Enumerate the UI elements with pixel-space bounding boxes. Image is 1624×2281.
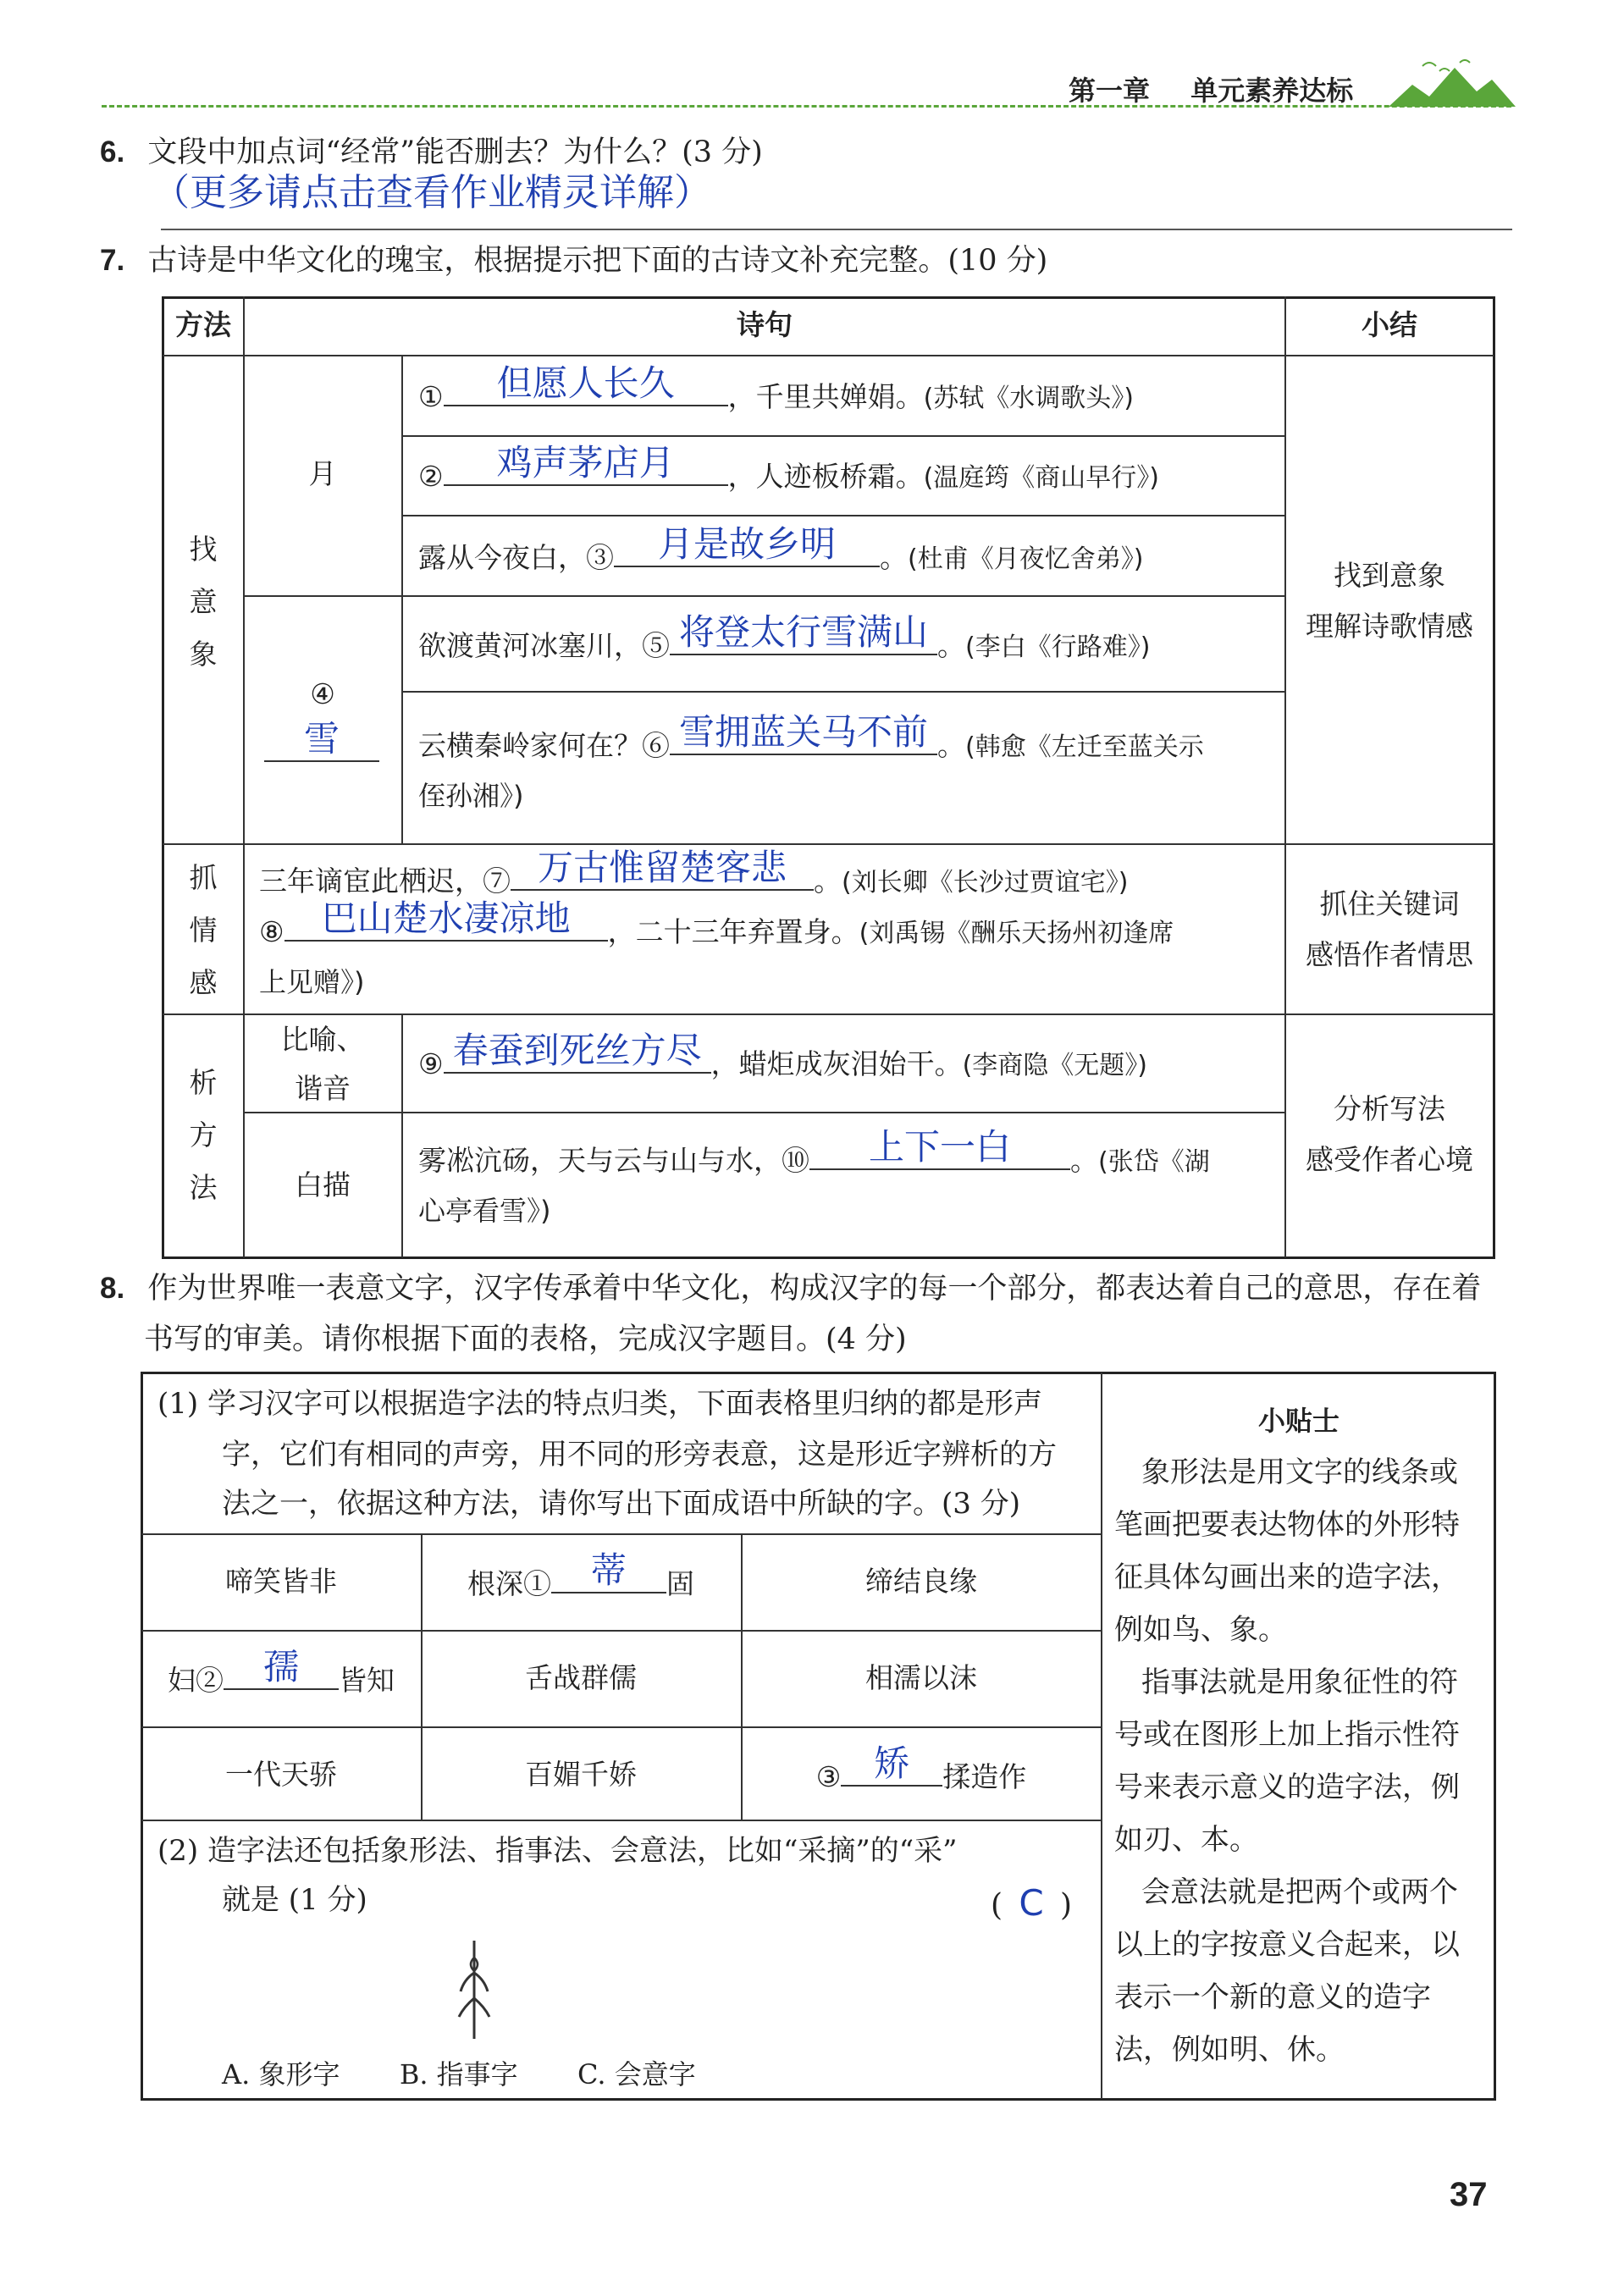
summary-analyze-2: 感受作者心境	[1306, 1143, 1473, 1176]
summary-grasp-2: 感悟作者情思	[1306, 938, 1473, 971]
question-8: 8. 作为世界唯一表意文字，汉字传承着中华文化，构成汉字的每一个部分，都表达着自己的意思，存在着	[100, 1272, 1482, 1306]
part2-line-2: 就是 (1 分)	[222, 1883, 367, 1917]
grid-r3c3: ③ 矫 揉造作	[815, 1743, 1027, 1793]
sub-snow-circle: ④	[310, 677, 335, 710]
part2-line-1: (2) 造字法还包括象形法、指事法、会意法，比如“采摘”的“采”	[157, 1834, 958, 1868]
poem-line-1: ① 但愿人长久 ，千里共婵娟。(苏轼《水调歌头》)	[418, 362, 1135, 413]
poem-line-8: ⑧ 巴山楚水凄凉地 ，二十三年弃置身。(刘禹锡《酬乐天扬州初逢席	[259, 897, 1174, 948]
header-summary: 小结	[1362, 308, 1417, 341]
header-method: 方法	[175, 308, 231, 341]
option-a: A. 象形字	[222, 2058, 340, 2090]
answer-10: 上下一白	[868, 1126, 1011, 1168]
grid-r2c1: 妇② 孺 皆知	[168, 1646, 395, 1697]
method-find-image: 找意象	[189, 533, 218, 671]
grid-r2c2: 舌战群儒	[525, 1661, 637, 1694]
poem-line-7: 三年谪宦此栖迟，⑦ 万古惟留楚客悲 。(刘长卿《长沙过贾谊宅》)	[259, 847, 1129, 897]
page-number: 37	[1450, 2176, 1488, 2213]
summary-find-1: 找到意象	[1334, 559, 1445, 592]
part1-line-3: 法之一，依据这种方法，请你写出下面成语中所缺的字。(3 分)	[222, 1487, 1020, 1521]
summary-analyze-1: 分析写法	[1334, 1092, 1445, 1125]
answer-5: 将登太行雪满山	[678, 611, 928, 653]
grid-answer-2: 孺	[262, 1646, 299, 1687]
question-text-1: 作为世界唯一表意文字，汉字传承着中华文化，构成汉字的每一个部分，都表达着自己的意思，存在着	[147, 1272, 1482, 1306]
grid-answer-1: 蒂	[590, 1549, 627, 1591]
question-6: 6. 文段中加点词“经常”能否删去？为什么？(3 分)	[100, 135, 763, 169]
poem-line-6: 云横秦岭家何在？⑥ 雪拥蓝关马不前 。(韩愈《左迁至蓝关示	[418, 711, 1204, 762]
tip-title: 小贴士	[1257, 1405, 1340, 1437]
grid-r1c2: 根深① 蒂 固	[467, 1549, 694, 1600]
question-text: 古诗是中华文化的瑰宝，根据提示把下面的古诗文补充完整。(10 分)	[147, 244, 1048, 278]
method-grasp-emotion: 抓情感	[189, 861, 218, 999]
poem-line-10: 雾凇沆砀，天与云与山与水，⑩ 上下一白 。(张岱《湖	[418, 1126, 1210, 1177]
poem-line-9: ⑨ 春蚕到死丝方尽 ，蜡炬成灰泪始干。(李商隐《无题》)	[418, 1030, 1148, 1080]
options-row	[222, 2056, 696, 2093]
answer-1: 但愿人长久	[496, 362, 675, 404]
poem-line-10-source-cont: 心亭看雪》)	[418, 1195, 551, 1227]
sub-metaphor-1: 比喻、	[280, 1023, 365, 1056]
question-6-answer: （更多请点击查看作业精灵详解）	[152, 171, 711, 214]
sub-sketch: 白描	[295, 1168, 351, 1201]
sub-snow-answer: 雪	[303, 718, 340, 759]
answer-3: 月是故乡明	[657, 523, 836, 565]
answer-2: 鸡声茅店月	[496, 442, 675, 483]
tip-panel	[1106, 1395, 1492, 2076]
poem-line-3: 露从今夜白，③ 月是故乡明 。(杜甫《月夜忆舍弟》)	[418, 523, 1144, 574]
part1-line-1: (1) 学习汉字可以根据造字法的特点归类，下面表格里归纳的都是形声	[157, 1387, 1042, 1421]
question-number: 8	[100, 1272, 117, 1305]
question-number: 6	[100, 135, 117, 168]
option-b: B. 指事字	[399, 2058, 518, 2090]
poem-line-5: 欲渡黄河冰塞川，⑤ 将登太行雪满山 。(李白《行路难》)	[418, 611, 1151, 662]
chapter-title: 单元素养达标	[1190, 75, 1354, 107]
method-analyze-technique: 析方法	[189, 1066, 218, 1204]
summary-grasp-1: 抓住关键词	[1319, 887, 1460, 920]
option-c: C. 会意字	[577, 2058, 696, 2090]
tip-paragraph-3: 会意法就是把两个或两个 以上的字按意义合起来，以 表示一个新的意义的造字 法，例如明、休。	[1114, 1875, 1460, 2067]
grid-r3c1: 一代天骄	[225, 1758, 337, 1791]
grid-r3c2: 百媚千娇	[525, 1758, 637, 1791]
poem-line-6-source-cont: 侄孙湘》)	[418, 780, 524, 812]
question-8-text-2: 书写的审美。请你根据下面的表格，完成汉字题目。(4 分)	[144, 1323, 907, 1356]
question-7: 7. 古诗是中华文化的瑰宝，根据提示把下面的古诗文补充完整。(10 分)	[100, 244, 1048, 278]
tip-paragraph-1: 象形法是用文字的线条或 笔画把要表达物体的外形特 征具体勾画出来的造字法， 例如鸟、象。	[1114, 1455, 1460, 1647]
question-number: 7	[100, 244, 117, 277]
answer-9: 春蚕到死丝方尽	[452, 1030, 702, 1071]
answer-8: 巴山楚水凄凉地	[321, 897, 571, 939]
grid-r1c3: 缔结良缘	[865, 1565, 977, 1598]
part2-answer-bracket: ( C )	[991, 1882, 1073, 1924]
cai-glyph-icon	[449, 1939, 500, 2041]
chapter-number: 第一章	[1069, 75, 1151, 107]
question-text: 文段中加点词“经常”能否删去？为什么？(3 分)	[147, 135, 763, 169]
grid-r2c3: 相濡以沫	[865, 1661, 977, 1694]
answer-6: 雪拥蓝关马不前	[678, 711, 928, 753]
sub-moon: 月	[308, 457, 337, 490]
tip-paragraph-2: 指事法就是用象征性的符 号或在图形上加上指示性符 号来表示意义的造字法，例 如刃、本。	[1114, 1665, 1460, 1857]
poem-line-8-source-cont: 上见赠》)	[259, 966, 365, 998]
part2-answer: C	[1019, 1882, 1044, 1924]
summary-find-2: 理解诗歌情感	[1306, 610, 1473, 643]
grid-answer-3: 矫	[874, 1743, 910, 1784]
grid-r1c1: 啼笑皆非	[225, 1565, 337, 1598]
poem-line-2: ② 鸡声茅店月 ，人迹板桥霜。(温庭筠《商山早行》)	[418, 442, 1160, 493]
answer-7: 万古惟留楚客悲	[537, 847, 787, 888]
header-lines: 诗句	[737, 308, 793, 341]
sub-metaphor-2: 谐音	[295, 1072, 351, 1105]
part1-line-2: 字，它们有相同的声旁，用不同的形旁表意，这是形近字辨析的方	[222, 1438, 1057, 1472]
